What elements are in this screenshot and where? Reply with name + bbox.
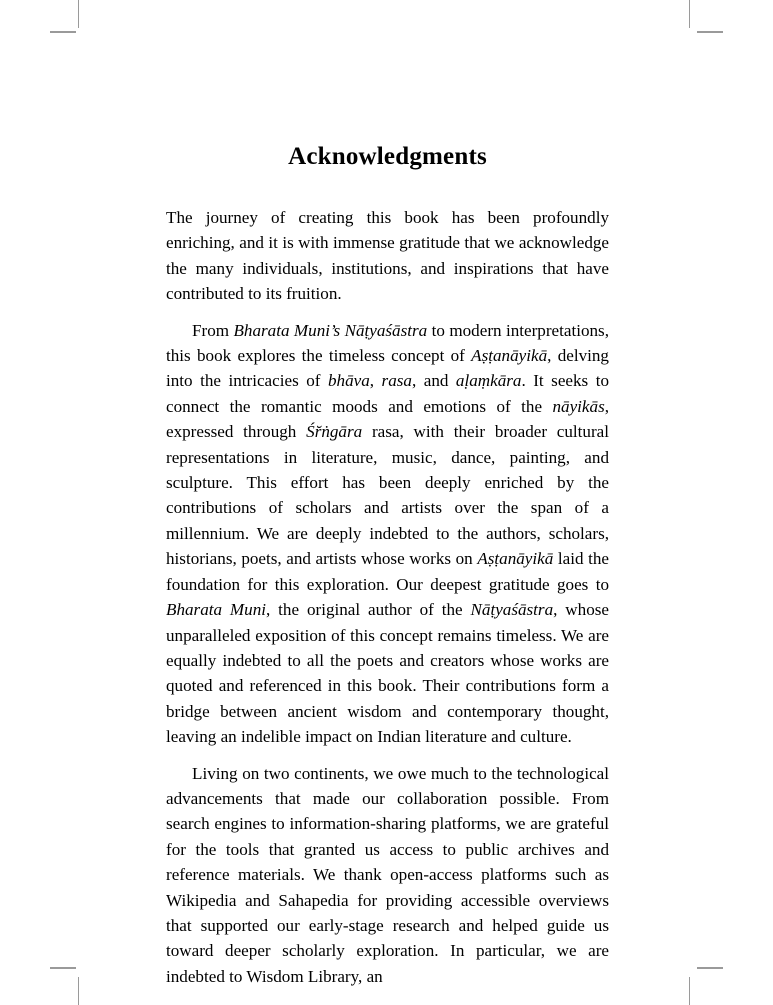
page-content [166, 0, 609, 1000]
italic-term: Bharata Muni’s Nāṭyaśāstra [233, 320, 428, 340]
paragraph [166, 761, 609, 990]
text-run: . It seeks to connect the romantic moods and emotions of the [166, 371, 610, 416]
text-run: , and [411, 371, 456, 391]
italic-term: rasa [381, 371, 412, 391]
italic-term: Śr̆ṅgāra [306, 422, 363, 442]
crop-mark-top-right-horizontal [697, 31, 723, 33]
crop-mark-top-right-vertical [689, 0, 690, 28]
text-run: , the original author of the [266, 600, 471, 620]
italic-term: aḷaṃkāra [455, 371, 522, 391]
crop-mark-bottom-right-horizontal [697, 967, 723, 969]
text-run: rasa, with their broader cultural representations in literature, music, dance, painting, and sculpture. This effort has been deeply enriched by the contributions of scholars and artists over the span of a millennium. We are deeply indebted to the authors, scholars, historians, poets, and artists whose works on [166, 422, 610, 569]
page-title: Acknowledgments [288, 143, 487, 170]
crop-mark-top-left-horizontal [50, 31, 76, 33]
italic-term: Nāṭyaśāstra [470, 600, 554, 620]
text-run: , expressed through [166, 396, 609, 442]
italic-term: nāyikās [552, 396, 605, 416]
italic-term: Aṣṭanāyikā [477, 549, 554, 569]
italic-term: Bharata Muni [166, 600, 267, 620]
text-run: to modern interpretations, this book explores the timeless concept of [166, 320, 609, 366]
crop-mark-bottom-left-vertical [78, 977, 79, 1005]
body-text [166, 171, 609, 989]
text-run: , delving into the intricacies of [166, 346, 609, 391]
crop-mark-bottom-left-horizontal [50, 967, 76, 969]
text-run: From [192, 320, 234, 340]
text-run: laid the foundation for this exploration. Our deepest gratitude goes to [166, 549, 609, 594]
text-run: , [369, 371, 382, 391]
paragraph [166, 205, 609, 307]
paragraph [166, 318, 609, 750]
text-run: The journey of creating this book has been profoundly enriching, and it is with immense gratitude that we acknowledge the many individuals, institutions, and inspirations that have contributed to its fruition. [166, 208, 609, 304]
italic-term: Aṣṭanāyikā [471, 346, 548, 366]
italic-term: bhāva [327, 371, 370, 391]
crop-mark-top-left-vertical [78, 0, 79, 28]
text-run: Living on two continents, we owe much to the technological advancements that made our collaboration possible. From search engines to information-sharing platforms, we are grateful for the tools that granted us access to public archives and reference materials. We thank open-access platforms such as Wikipedia and Sahapedia for providing accessible overviews that supported our early-stage research and helped guide us toward deeper scholarly exploration. In particular, we are indebted to Wisdom Library, an [166, 763, 609, 986]
crop-mark-bottom-right-vertical [689, 977, 690, 1005]
text-run: , whose unparalleled exposition of this concept remains timeless. We are equally indebted to all the poets and creators whose works are quoted and referenced in this book. Their contributions form a bridge between ancient wisdom and contemporary thought, leaving an indelible impact on Indian literature and culture. [166, 600, 609, 747]
